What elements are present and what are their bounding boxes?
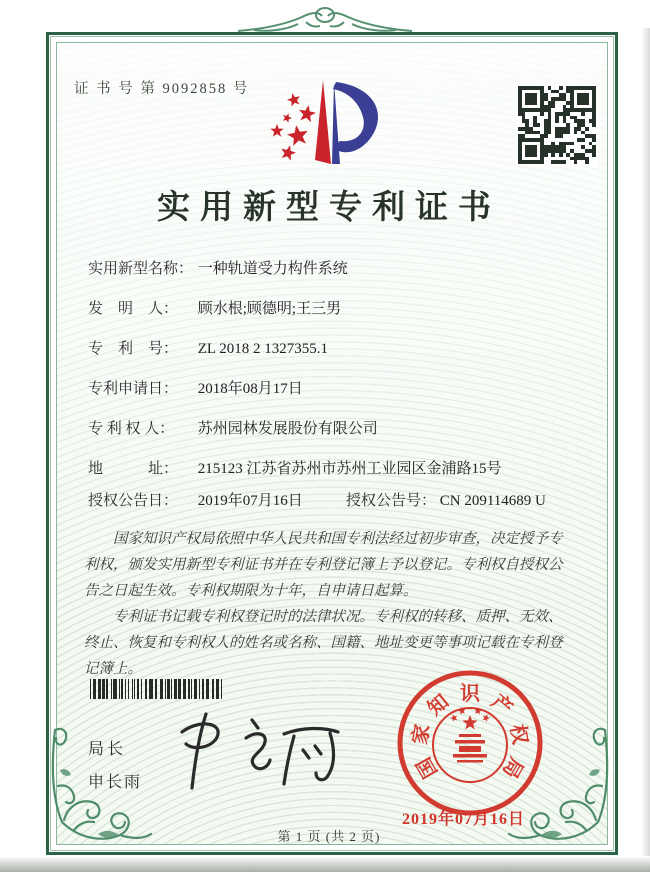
certificate-number: 证 书 号 第 9092858 号 xyxy=(74,81,250,97)
logo-star xyxy=(270,124,283,137)
seal-text-ring xyxy=(395,668,545,818)
seal-character: 家 xyxy=(409,722,435,747)
field-label: 发 明 人： xyxy=(88,301,179,317)
seal-character: 知 xyxy=(423,690,454,721)
seal-character: 产 xyxy=(486,690,517,721)
logo-red-spike xyxy=(315,80,331,164)
certificate-title: 实用新型专利证书 xyxy=(157,190,501,226)
field-value: 一种轨道受力构件系统 xyxy=(197,261,348,277)
signer-title: 局长 xyxy=(88,741,127,758)
logo-star xyxy=(281,145,296,160)
field-row-address xyxy=(88,457,574,481)
logo-star xyxy=(299,105,316,122)
barcode xyxy=(90,679,262,699)
field-row-grant xyxy=(88,489,574,513)
field-label: 实用新型名称： xyxy=(88,261,194,277)
cnipa-official-seal xyxy=(395,668,545,818)
field-label: 地 址： xyxy=(88,461,179,477)
signer-name: 申长雨 xyxy=(88,774,143,791)
field-value: 215123 江苏省苏州市苏州工业园区金浦路15号 xyxy=(197,461,502,477)
seal-character: 识 xyxy=(460,683,480,705)
logo-star xyxy=(287,93,300,106)
grant-number-pair xyxy=(346,489,546,513)
seal-character: 权 xyxy=(505,722,531,747)
legal-text-block xyxy=(84,526,568,682)
field-value: 2018年08月17日 xyxy=(197,381,303,397)
field-row-filing-date xyxy=(88,377,574,401)
field-label: 专 利 号： xyxy=(88,341,179,357)
grant-date-value: 2019年07月16日 xyxy=(197,493,303,509)
grant-number-label: 授权公告号： xyxy=(346,493,437,509)
logo-blue-spike xyxy=(332,82,340,164)
seal-character: 国 xyxy=(413,753,443,782)
grant-number-value: CN 209114689 U xyxy=(439,493,546,509)
field-row-inventors xyxy=(88,297,574,321)
logo-blue-p-bowl xyxy=(333,82,378,152)
cnipa-logo xyxy=(260,74,386,168)
field-value: 顾水根;顾德明;王三男 xyxy=(197,301,342,317)
field-row-patentee xyxy=(88,417,574,441)
logo-star xyxy=(283,113,292,123)
scan-shadow-right xyxy=(641,28,650,856)
field-label: 专 利 权 人： xyxy=(88,421,175,437)
field-row-patent-number xyxy=(88,337,574,361)
field-value: ZL 2018 2 1327355.1 xyxy=(197,341,329,357)
qr-code xyxy=(516,84,598,166)
page-number: 第 1 页 (共 2 页) xyxy=(277,829,381,844)
logo-star xyxy=(287,125,308,146)
top-border-ornament xyxy=(234,6,416,33)
seal-date: 2019年07月16日 xyxy=(402,811,526,828)
field-label: 专利申请日： xyxy=(88,381,179,397)
grant-date-label: 授权公告日： xyxy=(88,493,179,509)
scan-shadow-bottom xyxy=(0,856,650,872)
director-signature xyxy=(166,706,356,798)
seal-character: 局 xyxy=(497,753,527,782)
legal-paragraph-1: 国家知识产权局依照中华人民共和国专利法经过初步审查，决定授予专利权，颁发实用新型专利证书并在专利登记簿上予以登记。专利权自授权公告之日起生效。专利权期限为十年，自申请日起算。 xyxy=(84,531,563,599)
field-value: 苏州园林发展股份有限公司 xyxy=(197,421,378,437)
field-row-name xyxy=(88,257,574,281)
legal-paragraph-2: 专利证书记载专利权登记时的法律状况。专利权的转移、质押、无效、终止、恢复和专利权人的姓名或名称、国籍、地址变更等事项记载在专利登记簿上。 xyxy=(84,609,563,677)
